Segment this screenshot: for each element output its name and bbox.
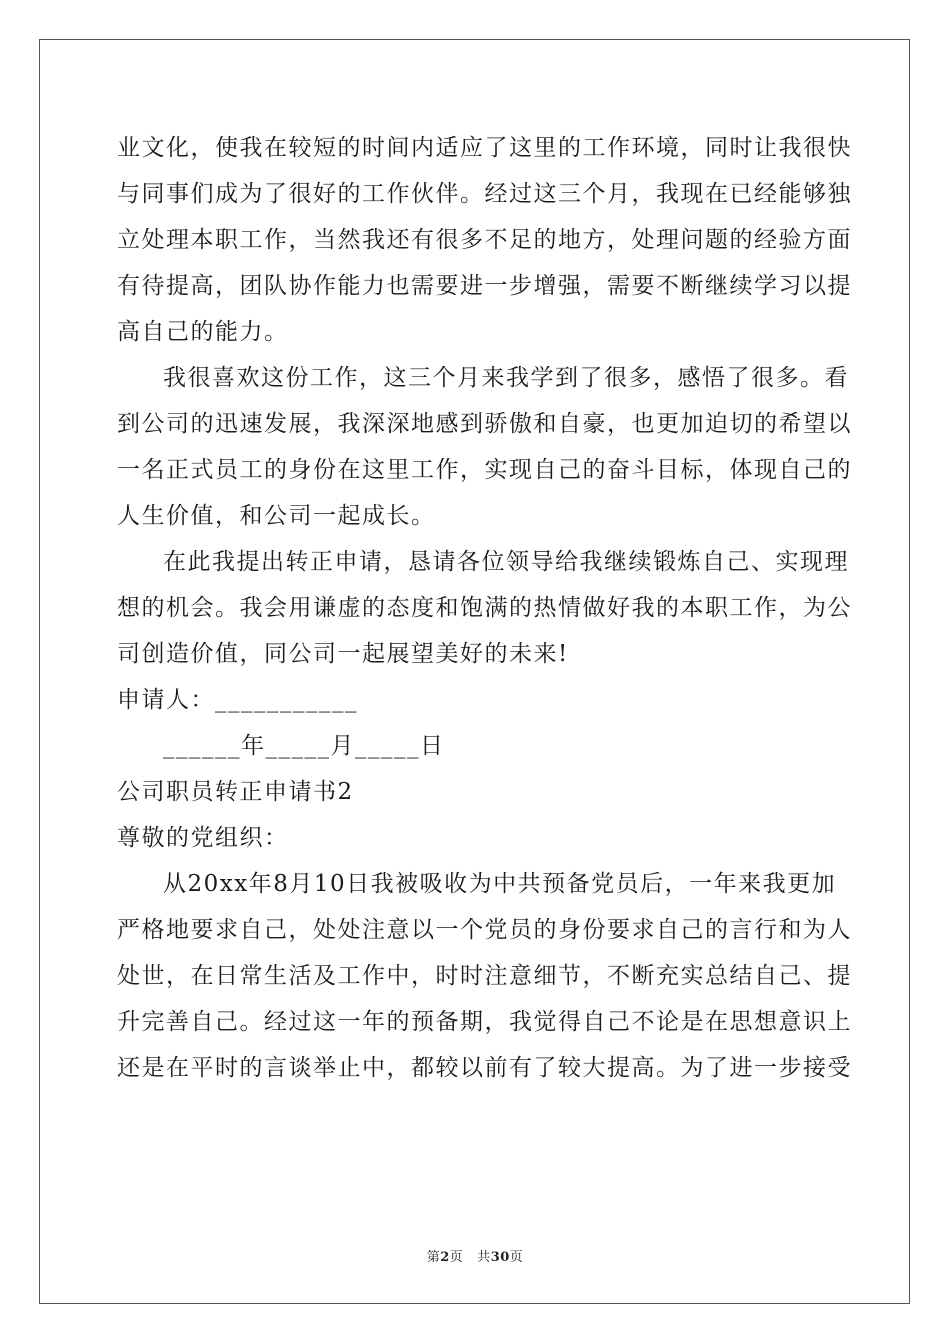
text-line: 与同事们成为了很好的工作伙伴。经过这三个月，我现在已经能够独 bbox=[117, 181, 852, 207]
page-number: 2 bbox=[440, 1250, 450, 1265]
text-line: 一名正式员工的身份在这里工作，实现自己的奋斗目标，体现自己的 bbox=[117, 457, 852, 483]
paragraph-first-line: 从20xx年8月10日我被吸收为中共预备党员后，一年来我更加 bbox=[163, 871, 837, 897]
page-suffix: 页 bbox=[449, 1250, 464, 1265]
salutation: 尊敬的党组织： bbox=[117, 825, 289, 851]
text-line: 到公司的迅速发展，我深深地感到骄傲和自豪，也更加迫切的希望以 bbox=[117, 411, 852, 437]
text-line: 想的机会。我会用谦虚的态度和饱满的热情做好我的本职工作，为公 bbox=[117, 595, 852, 621]
total-pages: 30 bbox=[490, 1250, 510, 1265]
paragraph-first-line: 我很喜欢这份工作，这三个月来我学到了很多，感悟了很多。看 bbox=[163, 365, 849, 391]
text-line: 有待提高，团队协作能力也需要进一步增强，需要不断继续学习以提 bbox=[117, 273, 852, 299]
text-line: 处世，在日常生活及工作中，时时注意细节，不断充实总结自己、提 bbox=[117, 963, 852, 989]
text-line: 司创造价值，同公司一起展望美好的未来! bbox=[117, 641, 569, 667]
text-line: 还是在平时的言谈举止中，都较以前有了较大提高。为了进一步接受 bbox=[117, 1055, 852, 1081]
applicant-signature-line: 申请人：___________ bbox=[117, 687, 358, 713]
text-line: 立处理本职工作，当然我还有很多不足的地方，处理问题的经验方面 bbox=[117, 227, 852, 253]
total-suffix: 页 bbox=[509, 1250, 524, 1265]
text-line: 业文化，使我在较短的时间内适应了这里的工作环境，同时让我很快 bbox=[117, 135, 852, 161]
page-prefix: 第 bbox=[426, 1250, 441, 1265]
text-line: 人生价值，和公司一起成长。 bbox=[117, 503, 436, 529]
paragraph-first-line: 在此我提出转正申请，恳请各位领导给我继续锻炼自己、实现理 bbox=[163, 549, 849, 575]
text-line: 严格地要求自己，处处注意以一个党员的身份要求自己的言行和为人 bbox=[117, 917, 852, 943]
section-title: 公司职员转正申请书2 bbox=[117, 779, 354, 805]
total-prefix: 共 bbox=[477, 1250, 491, 1265]
page-footer bbox=[0, 1246, 950, 1265]
text-line: 升完善自己。经过这一年的预备期，我觉得自己不论是在思想意识上 bbox=[117, 1009, 852, 1035]
document-body bbox=[117, 125, 852, 1091]
text-line: 高自己的能力。 bbox=[117, 319, 289, 345]
date-line: ______年_____月_____日 bbox=[163, 733, 445, 759]
